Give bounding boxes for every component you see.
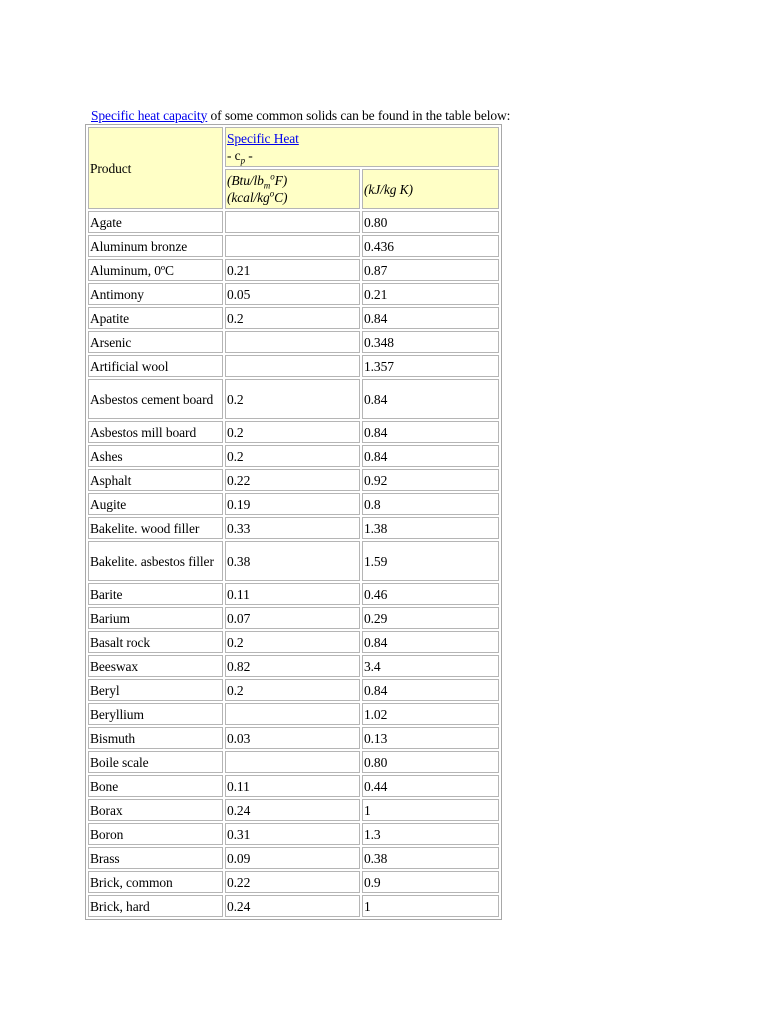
product-cell: Barium (88, 607, 223, 629)
kj-cell: 0.29 (362, 607, 499, 629)
btu-cell (225, 751, 360, 773)
specific-heat-capacity-link[interactable]: Specific heat capacity (91, 107, 208, 123)
intro-paragraph (91, 108, 510, 124)
table-wrapper (85, 124, 502, 920)
btu-cell: 0.82 (225, 655, 360, 677)
table-row (88, 871, 499, 893)
btu-cell: 0.2 (225, 445, 360, 467)
header-unit-kj (362, 169, 499, 209)
btu-cell: 0.2 (225, 307, 360, 329)
product-cell: Antimony (88, 283, 223, 305)
kj-cell: 1.38 (362, 517, 499, 539)
btu-cell: 0.21 (225, 259, 360, 281)
kj-cell: 0.84 (362, 631, 499, 653)
kj-cell: 1.357 (362, 355, 499, 377)
product-cell: Artificial wool (88, 355, 223, 377)
product-cell: Brick, common (88, 871, 223, 893)
btu-cell: 0.11 (225, 775, 360, 797)
product-cell: Basalt rock (88, 631, 223, 653)
header-product (88, 127, 223, 209)
btu-cell: 0.11 (225, 583, 360, 605)
kj-cell: 1.02 (362, 703, 499, 725)
kj-cell: 0.80 (362, 211, 499, 233)
table-row (88, 517, 499, 539)
kj-cell: 0.9 (362, 871, 499, 893)
table-row (88, 655, 499, 677)
kj-cell: 0.84 (362, 679, 499, 701)
table-row (88, 331, 499, 353)
product-cell: Bismuth (88, 727, 223, 749)
btu-cell: 0.2 (225, 679, 360, 701)
product-cell: Beryllium (88, 703, 223, 725)
table-row (88, 631, 499, 653)
btu-cell: 0.19 (225, 493, 360, 515)
table-row (88, 751, 499, 773)
table-row (88, 679, 499, 701)
kj-cell: 0.84 (362, 307, 499, 329)
kj-cell: 0.84 (362, 421, 499, 443)
btu-cell: 0.2 (225, 421, 360, 443)
table-row (88, 607, 499, 629)
table-row (88, 541, 499, 581)
table-row (88, 493, 499, 515)
kj-cell: 0.21 (362, 283, 499, 305)
btu-cell (225, 331, 360, 353)
kj-cell: 0.87 (362, 259, 499, 281)
kj-cell: 0.80 (362, 751, 499, 773)
kj-cell: 0.8 (362, 493, 499, 515)
unit-btu-line1: $(Btu/lb_m^oF)$ (227, 171, 288, 191)
table-row (88, 379, 499, 419)
product-cell: Beryl (88, 679, 223, 701)
btu-cell: 0.05 (225, 283, 360, 305)
kj-cell: 0.436 (362, 235, 499, 257)
specific-heat-table (85, 124, 502, 920)
btu-cell: 0.03 (225, 727, 360, 749)
header-row-1 (88, 127, 499, 167)
product-cell: Boile scale (88, 751, 223, 773)
table-row (88, 799, 499, 821)
kj-cell: 1 (362, 895, 499, 917)
product-cell: Asphalt (88, 469, 223, 491)
btu-cell: 0.2 (225, 379, 360, 419)
product-cell: Agate (88, 211, 223, 233)
kj-cell: 3.4 (362, 655, 499, 677)
product-cell: Augite (88, 493, 223, 515)
product-cell: Arsenic (88, 331, 223, 353)
kj-cell: 0.84 (362, 379, 499, 419)
product-cell: Asbestos cement board (88, 379, 223, 419)
table-row (88, 469, 499, 491)
table-row (88, 775, 499, 797)
table-row (88, 445, 499, 467)
table-row (88, 421, 499, 443)
product-cell: Bone (88, 775, 223, 797)
table-row (88, 823, 499, 845)
header-product-label: Product (90, 160, 132, 176)
btu-cell: 0.38 (225, 541, 360, 581)
table-row (88, 847, 499, 869)
product-cell: Borax (88, 799, 223, 821)
unit-kj-label: (kJ/kg K) (364, 181, 413, 197)
product-cell: Boron (88, 823, 223, 845)
table-row (88, 355, 499, 377)
kj-cell: 0.38 (362, 847, 499, 869)
table-row (88, 727, 499, 749)
product-cell: Brick, hard (88, 895, 223, 917)
product-cell: Beeswax (88, 655, 223, 677)
table-row (88, 895, 499, 917)
header-unit-btu (225, 169, 360, 209)
table-row (88, 703, 499, 725)
kj-cell: 0.13 (362, 727, 499, 749)
product-cell: Brass (88, 847, 223, 869)
kj-cell: 1.3 (362, 823, 499, 845)
product-cell: Asbestos mill board (88, 421, 223, 443)
btu-cell: 0.24 (225, 895, 360, 917)
btu-cell: 0.2 (225, 631, 360, 653)
kj-cell: 0.348 (362, 331, 499, 353)
product-cell: Bakelite. asbestos filler (88, 541, 223, 581)
btu-cell: 0.09 (225, 847, 360, 869)
table-row (88, 211, 499, 233)
kj-cell: 0.84 (362, 445, 499, 467)
table-row (88, 307, 499, 329)
product-cell: Aluminum bronze (88, 235, 223, 257)
btu-cell: 0.33 (225, 517, 360, 539)
btu-cell: 0.24 (225, 799, 360, 821)
specific-heat-link[interactable]: Specific Heat (227, 131, 299, 146)
product-cell: Ashes (88, 445, 223, 467)
table-row (88, 235, 499, 257)
btu-cell: 0.07 (225, 607, 360, 629)
table-row (88, 283, 499, 305)
btu-cell (225, 703, 360, 725)
btu-cell: 0.22 (225, 469, 360, 491)
btu-cell (225, 235, 360, 257)
kj-cell: 0.46 (362, 583, 499, 605)
kj-cell: 0.44 (362, 775, 499, 797)
header-specific-heat (225, 127, 499, 167)
btu-cell (225, 211, 360, 233)
unit-kcal-line2: $(kcal/kg^oC)$ (227, 188, 288, 205)
kj-cell: 0.92 (362, 469, 499, 491)
btu-cell: 0.22 (225, 871, 360, 893)
btu-cell: 0.31 (225, 823, 360, 845)
kj-cell: 1.59 (362, 541, 499, 581)
intro-text: of some common solids can be found in the table below: (207, 107, 511, 123)
cp-symbol: - $c_p$ - (227, 148, 253, 166)
btu-cell (225, 355, 360, 377)
product-cell: Apatite (88, 307, 223, 329)
kj-cell: 1 (362, 799, 499, 821)
table-row (88, 259, 499, 281)
table-row (88, 583, 499, 605)
product-cell: Bakelite. wood filler (88, 517, 223, 539)
product-cell: Barite (88, 583, 223, 605)
product-cell: Aluminum, 0ºC (88, 259, 223, 281)
